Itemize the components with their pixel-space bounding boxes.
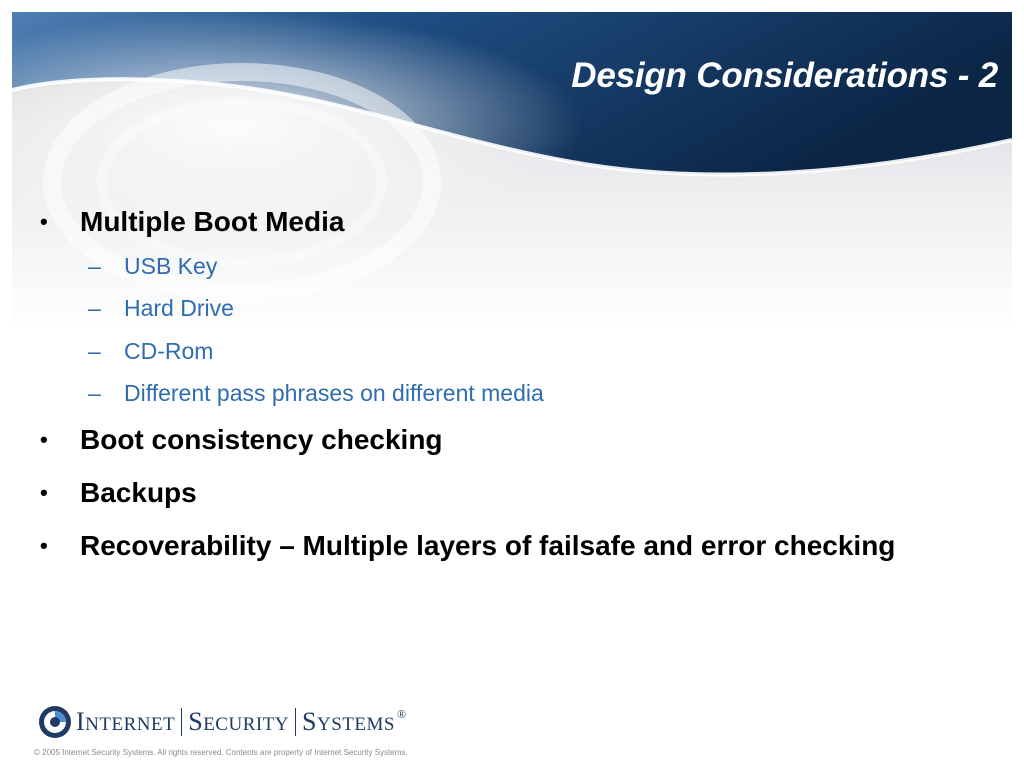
company-logo — [38, 700, 407, 744]
bullet-item — [40, 424, 443, 456]
bullet-item — [40, 206, 344, 238]
sub-bullet-symbol: – — [88, 295, 101, 321]
sub-bullet-item — [88, 380, 544, 407]
logo-wordmark — [76, 707, 407, 737]
sub-bullet-text: CD-Rom — [124, 338, 214, 364]
logo-divider — [295, 708, 296, 736]
bullet-item — [40, 477, 197, 509]
sub-bullet-item — [88, 295, 234, 322]
sub-bullet-text: Hard Drive — [124, 295, 234, 321]
sub-bullet-symbol: – — [88, 380, 101, 406]
iss-logo-icon — [38, 705, 72, 739]
bullet-text: Boot consistency checking — [80, 424, 443, 455]
logo-word-systems: SYSTEMS ® — [302, 707, 407, 736]
logo-word-internet: INTERNET — [76, 707, 176, 736]
sub-bullet-item — [88, 253, 217, 280]
logo-word-security: SECURITY — [188, 707, 290, 736]
slide-title: Design Considerations - 2 — [571, 56, 998, 95]
bullet-symbol: • — [40, 533, 48, 558]
bullet-text: Multiple Boot Media — [80, 206, 345, 237]
bullet-item — [40, 530, 895, 562]
bullet-text: Backups — [80, 477, 197, 508]
logo-divider — [181, 708, 182, 736]
sub-bullet-text: Different pass phrases on different media — [124, 380, 544, 406]
sub-bullet-symbol: – — [88, 338, 101, 364]
sub-bullet-symbol: – — [88, 253, 101, 279]
sub-bullet-text: USB Key — [124, 253, 218, 279]
bullet-text: Recoverability – Multiple layers of failsafe and error checking — [80, 530, 896, 561]
sub-bullet-item — [88, 338, 213, 365]
bullet-symbol: • — [40, 480, 48, 505]
bullet-symbol: • — [40, 427, 48, 452]
bullet-symbol: • — [40, 209, 48, 234]
copyright-notice: © 2005 Internet Security Systems. All rights reserved. Contents are property of Internet Security Systems. — [34, 748, 408, 757]
slide — [12, 12, 1012, 768]
